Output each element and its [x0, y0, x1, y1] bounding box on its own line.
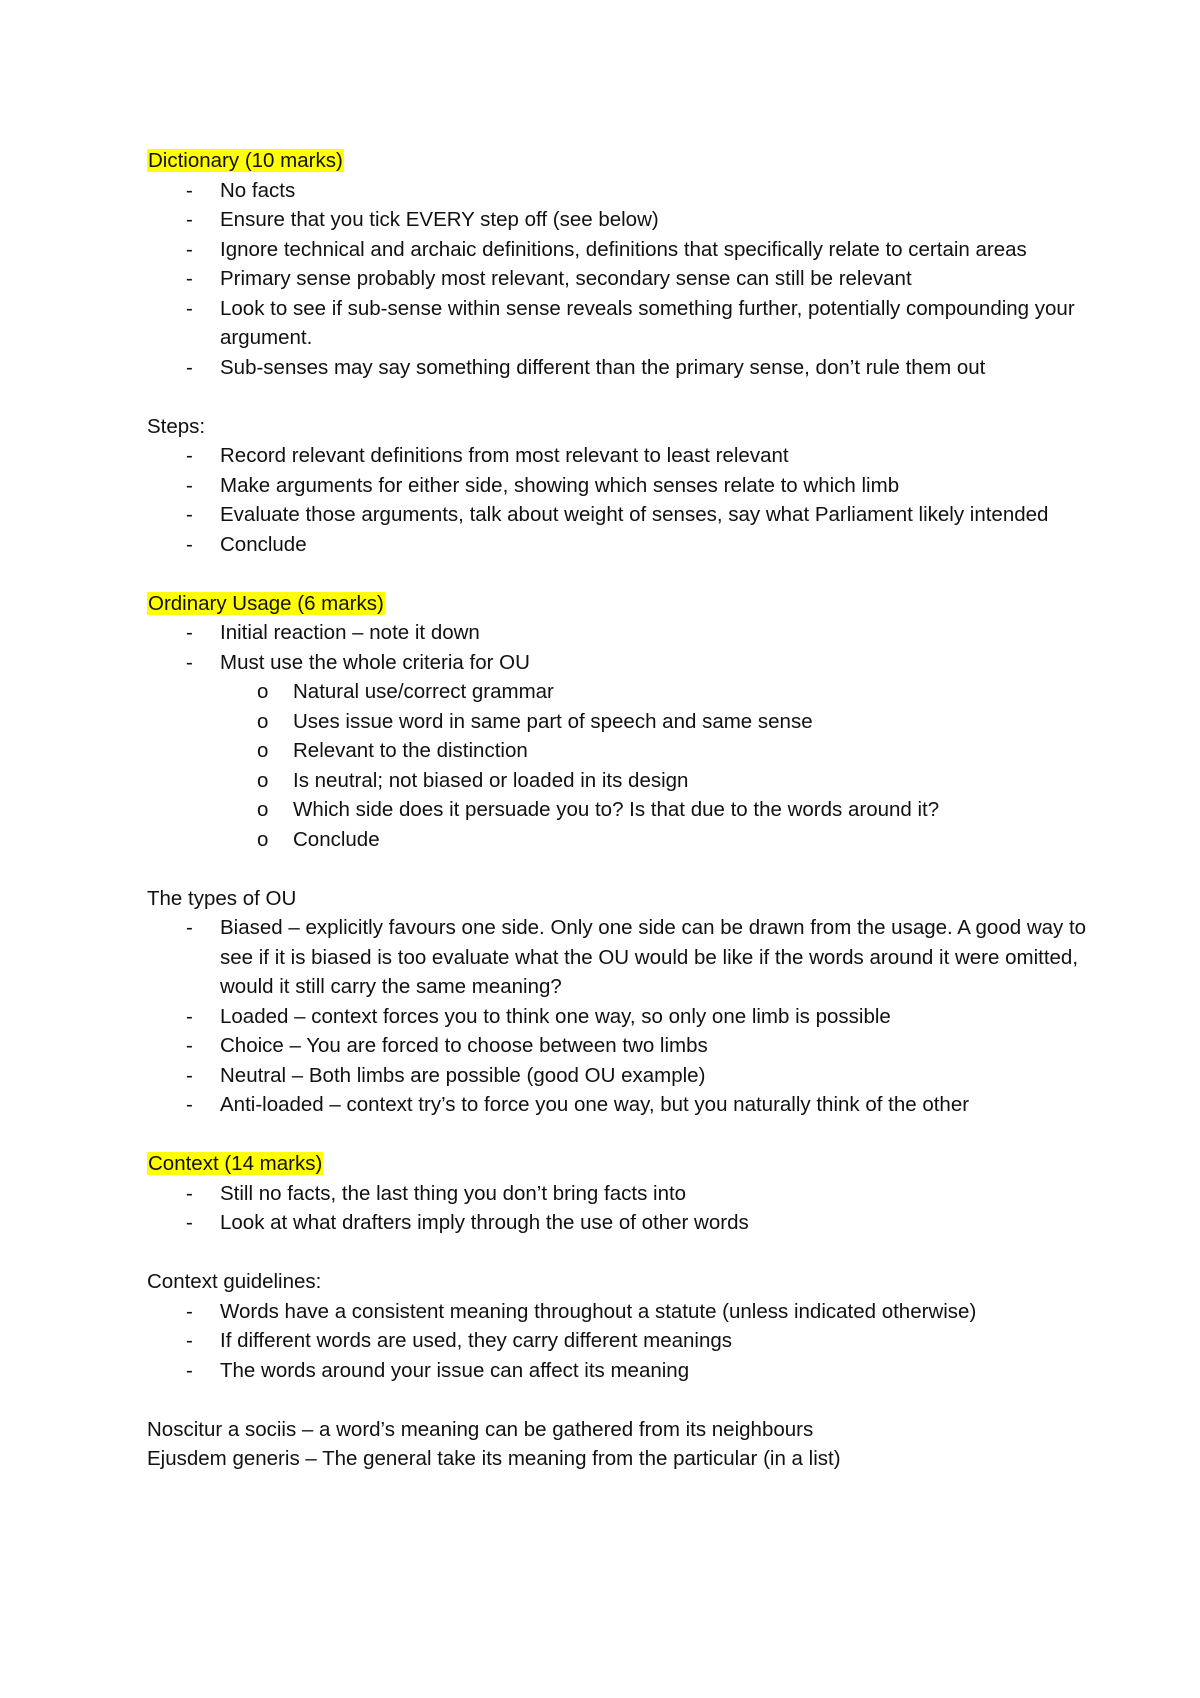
ejusdem-generis-rule: Ejusdem generis – The general take its meaning from the particular (in a list) [147, 1447, 841, 1470]
types-of-ou-list [147, 913, 1087, 1120]
context-heading [147, 1149, 1087, 1179]
list-item: - Choice – You are forced to choose between two limbs [147, 1031, 1087, 1061]
list-item: - Primary sense probably most relevant, secondary sense can still be relevant [147, 264, 1087, 294]
steps-list [147, 441, 1087, 559]
list-item: - Ignore technical and archaic definitions, definitions that specifically relate to certain areas [147, 235, 1087, 265]
spacer [147, 382, 1087, 412]
sub-list-item: o Is neutral; not biased or loaded in its design [147, 766, 1087, 796]
list-item: - Look at what drafters imply through the use of other words [147, 1208, 1087, 1238]
list-item: - No facts [147, 176, 1087, 206]
ordinary-usage-heading [147, 589, 1087, 619]
ordinary-usage-list [147, 618, 1087, 677]
ou-criteria-list [147, 677, 1087, 854]
document-page [147, 146, 1087, 1474]
list-item: - Initial reaction – note it down [147, 618, 1087, 648]
list-item: - Words have a consistent meaning throughout a statute (unless indicated otherwise) [147, 1297, 1087, 1327]
list-item: - Look to see if sub-sense within sense reveals something further, potentially compounding your argument. [147, 294, 1087, 353]
list-item: - Evaluate those arguments, talk about weight of senses, say what Parliament likely intended [147, 500, 1087, 530]
spacer [147, 559, 1087, 589]
list-item: - Conclude [147, 530, 1087, 560]
ordinary-usage-heading-text: Ordinary Usage (6 marks) [148, 591, 384, 615]
list-item: - Record relevant definitions from most relevant to least relevant [147, 441, 1087, 471]
spacer [147, 1238, 1087, 1268]
dictionary-heading-text: Dictionary (10 marks) [148, 149, 343, 172]
types-of-ou-heading: The types of OU [147, 886, 297, 910]
sub-list-item: o Conclude [147, 825, 1087, 855]
list-item: - Biased – explicitly favours one side. Only one side can be drawn from the usage. A good way to see if it is biased is too evaluate what the OU would be like if the words around it were omitted, would it still carry the same meaning? [147, 913, 1087, 1002]
sub-list-item: o Which side does it persuade you to? Is that due to the words around it? [147, 795, 1087, 825]
list-item: - Neutral – Both limbs are possible (good OU example) [147, 1061, 1087, 1091]
spacer [147, 1120, 1087, 1150]
context-guidelines-heading: Context guidelines: [147, 1270, 322, 1293]
noscitur-a-sociis-rule: Noscitur a sociis – a word’s meaning can be gathered from its neighbours [147, 1417, 814, 1441]
sub-list-item: o Natural use/correct grammar [147, 677, 1087, 707]
context-list [147, 1179, 1087, 1238]
list-item: - If different words are used, they carry different meanings [147, 1326, 1087, 1356]
spacer [147, 854, 1087, 884]
list-item: - Must use the whole criteria for OU [147, 648, 1087, 678]
list-item: - Make arguments for either side, showing which senses relate to which limb [147, 471, 1087, 501]
sub-list-item: o Relevant to the distinction [147, 736, 1087, 766]
dictionary-heading [147, 146, 1087, 176]
list-item: - Ensure that you tick EVERY step off (see below) [147, 205, 1087, 235]
list-item: - Loaded – context forces you to think one way, so only one limb is possible [147, 1002, 1087, 1032]
list-item: - Anti-loaded – context try’s to force you one way, but you naturally think of the other [147, 1090, 1087, 1120]
list-item: - The words around your issue can affect its meaning [147, 1356, 1087, 1386]
sub-list-item: o Uses issue word in same part of speech and same sense [147, 707, 1087, 737]
context-guidelines-list [147, 1297, 1087, 1386]
dictionary-list [147, 176, 1087, 383]
list-item: - Still no facts, the last thing you don’t bring facts into [147, 1179, 1087, 1209]
steps-heading: Steps: [147, 414, 206, 438]
context-heading-text: Context (14 marks) [148, 1152, 323, 1175]
spacer [147, 1385, 1087, 1415]
list-item: - Sub-senses may say something different than the primary sense, don’t rule them out [147, 353, 1087, 383]
